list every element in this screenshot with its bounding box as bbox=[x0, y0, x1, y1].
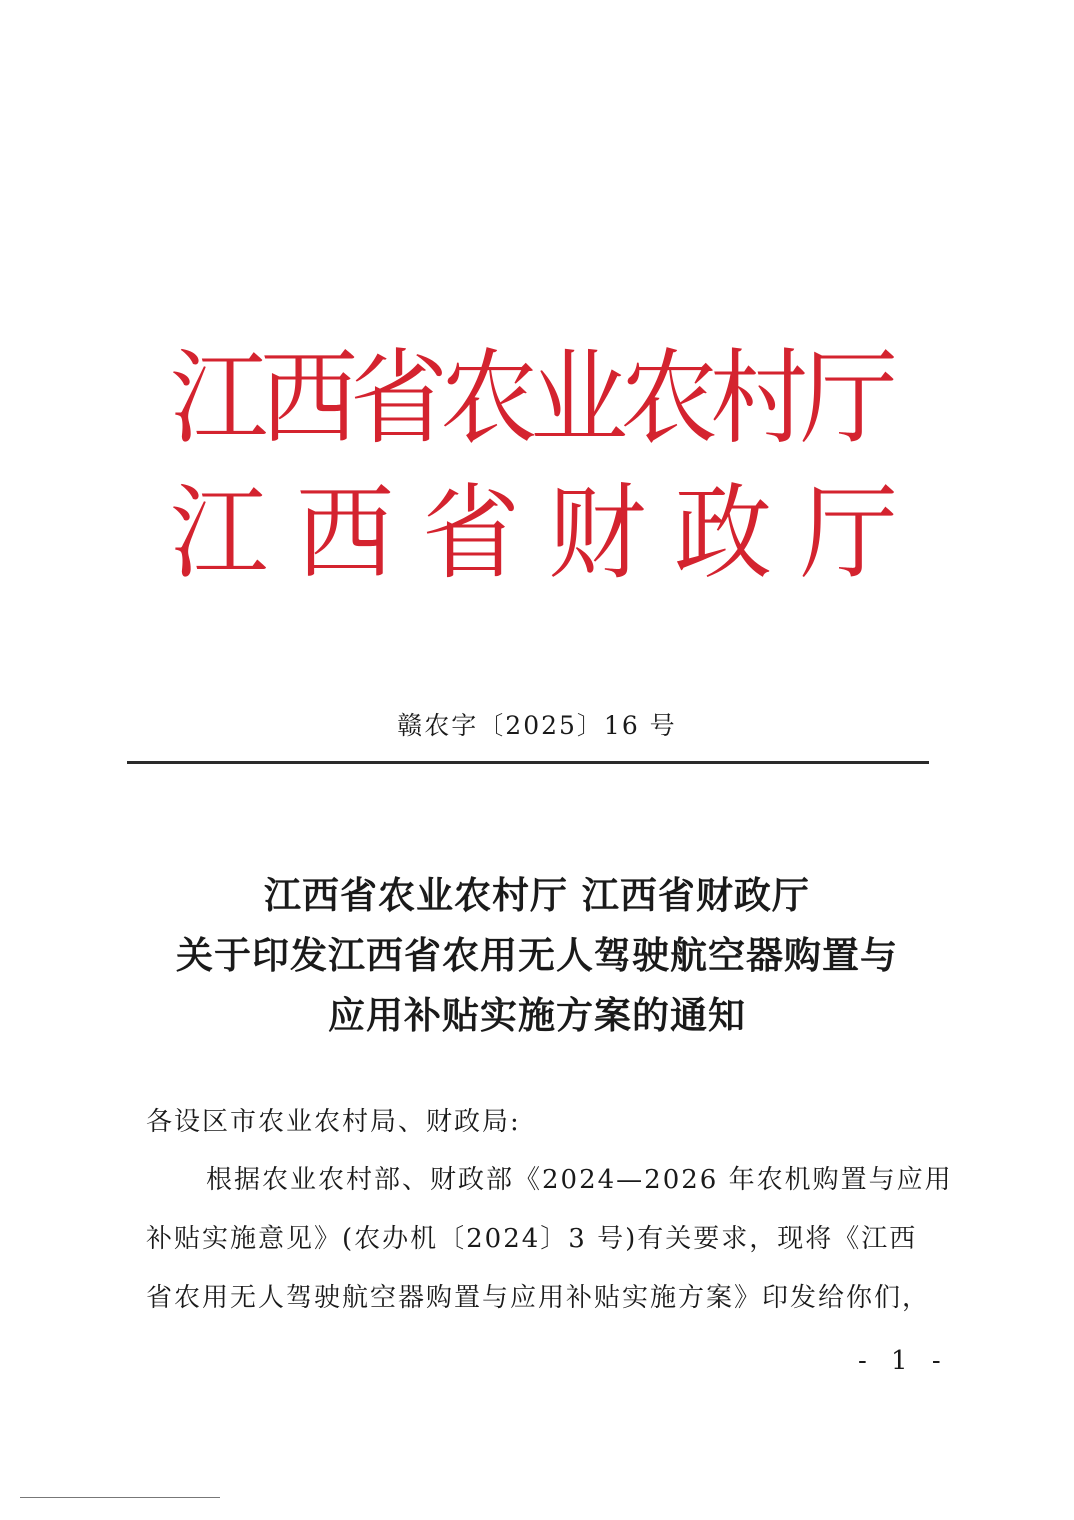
scan-artifact-line bbox=[20, 1497, 220, 1498]
header-char: 村 bbox=[710, 339, 809, 459]
header-char: 财 bbox=[548, 474, 647, 594]
header-char: 江 bbox=[170, 474, 269, 594]
header-char: 西 bbox=[296, 474, 395, 594]
header-char: 江 bbox=[170, 339, 269, 459]
header-divider bbox=[127, 761, 929, 764]
header-char: 西 bbox=[260, 339, 359, 459]
body-line-2: 补贴实施意见》(农办机〔2024〕3 号)有关要求，现将《江西 bbox=[146, 1224, 918, 1254]
document-number: 赣农字〔2025〕16 号 bbox=[397, 711, 677, 740]
header-char: 农 bbox=[440, 339, 539, 459]
header-char: 业 bbox=[530, 339, 629, 459]
header-char: 厅 bbox=[800, 339, 899, 459]
title-line-1: 江西省农业农村厅 江西省财政厅 bbox=[264, 873, 810, 917]
header-char: 厅 bbox=[800, 474, 899, 594]
header-char: 政 bbox=[674, 474, 773, 594]
header-char: 省 bbox=[350, 339, 449, 459]
title-line-3: 应用补贴实施方案的通知 bbox=[328, 993, 746, 1037]
issuer-header-line-1 bbox=[170, 339, 899, 459]
body-line-3: 省农用无人驾驶航空器购置与应用补贴实施方案》印发给你们， bbox=[146, 1283, 931, 1313]
title-line-2: 关于印发江西省农用无人驾驶航空器购置与 bbox=[176, 933, 898, 977]
salutation: 各设区市农业农村局、财政局: bbox=[146, 1107, 521, 1137]
issuer-header-line-2 bbox=[170, 474, 899, 594]
header-char: 农 bbox=[620, 339, 719, 459]
header-char: 省 bbox=[422, 474, 521, 594]
page-number: - 1 - bbox=[858, 1346, 949, 1376]
body-line-1: 根据农业农村部、财政部《2024—2026 年农机购置与应用 bbox=[206, 1165, 953, 1195]
